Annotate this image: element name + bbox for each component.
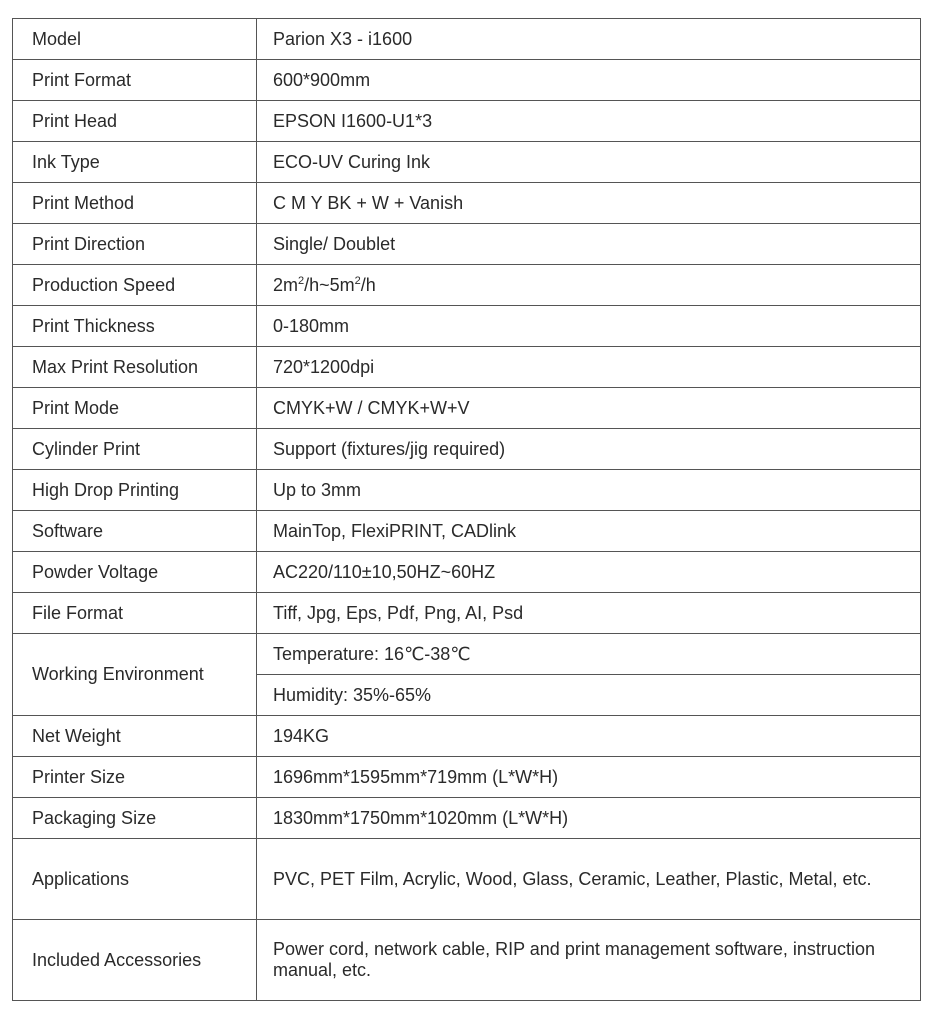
- spec-label: Ink Type: [13, 142, 257, 183]
- spec-label: Powder Voltage: [13, 552, 257, 593]
- spec-row-printer-size: [13, 757, 921, 798]
- spec-row-cylinder-print: [13, 429, 921, 470]
- spec-value: 0-180mm: [257, 306, 921, 347]
- speed-superscript: 2: [354, 274, 361, 287]
- spec-label: Max Print Resolution: [13, 347, 257, 388]
- spec-row-working-environment: [13, 634, 921, 675]
- spec-row-max-print-resolution: [13, 347, 921, 388]
- spec-label: Print Direction: [13, 224, 257, 265]
- spec-value: Parion X3 - i1600: [257, 19, 921, 60]
- spec-value: Single/ Doublet: [257, 224, 921, 265]
- spec-label: Print Method: [13, 183, 257, 224]
- spec-label: Printer Size: [13, 757, 257, 798]
- spec-value: Tiff, Jpg, Eps, Pdf, Png, AI, Psd: [257, 593, 921, 634]
- spec-label: High Drop Printing: [13, 470, 257, 511]
- spec-value: 1696mm*1595mm*719mm (L*W*H): [257, 757, 921, 798]
- spec-label: Print Thickness: [13, 306, 257, 347]
- spec-value: 1830mm*1750mm*1020mm (L*W*H): [257, 798, 921, 839]
- spec-row-high-drop-printing: [13, 470, 921, 511]
- spec-value-humidity: Humidity: 35%-65%: [257, 675, 921, 716]
- spec-label: Print Format: [13, 60, 257, 101]
- spec-row-print-thickness: [13, 306, 921, 347]
- speed-part: 2m: [273, 274, 299, 295]
- spec-row-powder-voltage: [13, 552, 921, 593]
- spec-row-net-weight: [13, 716, 921, 757]
- spec-value: PVC, PET Film, Acrylic, Wood, Glass, Ceramic, Leather, Plastic, Metal, etc.: [257, 839, 921, 920]
- spec-value-temperature: Temperature: 16℃-38℃: [257, 634, 921, 675]
- spec-label: Applications: [13, 839, 257, 920]
- spec-label: Software: [13, 511, 257, 552]
- spec-row-production-speed: [13, 265, 921, 306]
- spec-value: 600*900mm: [257, 60, 921, 101]
- spec-value: [257, 265, 921, 306]
- spec-value: Support (fixtures/jig required): [257, 429, 921, 470]
- spec-value: AC220/110±10,50HZ~60HZ: [257, 552, 921, 593]
- spec-label: File Format: [13, 593, 257, 634]
- spec-row-software: [13, 511, 921, 552]
- spec-table: [12, 18, 921, 1001]
- spec-label: Model: [13, 19, 257, 60]
- speed-part: /h: [360, 274, 376, 295]
- spec-row-model: [13, 19, 921, 60]
- spec-label: Included Accessories: [13, 920, 257, 1001]
- spec-row-packaging-size: [13, 798, 921, 839]
- speed-superscript: 2: [298, 274, 305, 287]
- spec-row-print-head: [13, 101, 921, 142]
- speed-part: /h~5m: [304, 274, 355, 295]
- spec-value: ECO-UV Curing Ink: [257, 142, 921, 183]
- spec-value: CMYK+W / CMYK+W+V: [257, 388, 921, 429]
- spec-label: Packaging Size: [13, 798, 257, 839]
- spec-row-included-accessories: [13, 920, 921, 1001]
- spec-value: MainTop, FlexiPRINT, CADlink: [257, 511, 921, 552]
- spec-row-print-mode: [13, 388, 921, 429]
- spec-label: Net Weight: [13, 716, 257, 757]
- spec-value: Power cord, network cable, RIP and print management software, instruction manual, etc.: [257, 920, 921, 1001]
- spec-label: Print Mode: [13, 388, 257, 429]
- spec-row-print-direction: [13, 224, 921, 265]
- spec-label: Print Head: [13, 101, 257, 142]
- spec-row-print-format: [13, 60, 921, 101]
- spec-label: Working Environment: [13, 634, 257, 716]
- spec-value: EPSON I1600-U1*3: [257, 101, 921, 142]
- spec-row-ink-type: [13, 142, 921, 183]
- spec-label: Production Speed: [13, 265, 257, 306]
- spec-label: Cylinder Print: [13, 429, 257, 470]
- spec-row-applications: [13, 839, 921, 920]
- spec-value: 194KG: [257, 716, 921, 757]
- spec-row-print-method: [13, 183, 921, 224]
- spec-value: Up to 3mm: [257, 470, 921, 511]
- spec-row-file-format: [13, 593, 921, 634]
- spec-value: 720*1200dpi: [257, 347, 921, 388]
- spec-value: C M Y BK + W + Vanish: [257, 183, 921, 224]
